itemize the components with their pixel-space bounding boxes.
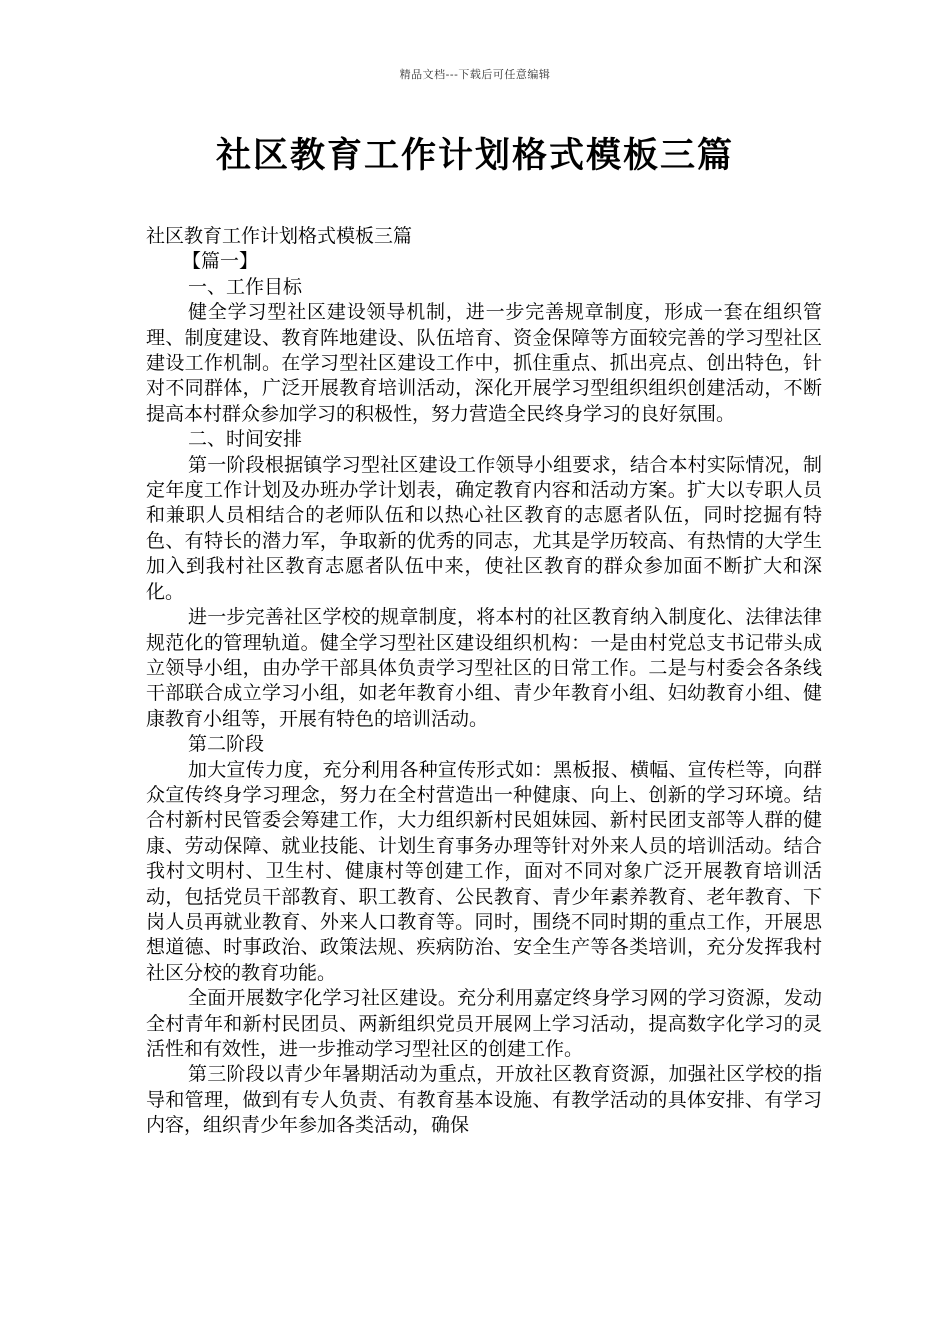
paragraph: 全面开展数字化学习社区建设。充分利用嘉定终身学习网的学习资源，发动全村青年和新村民团员、两新组织党员开展网上学习活动，提高数字化学习的灵活性和有效性，进一步推动学习型社区的创建工作。 (146, 987, 822, 1060)
paragraph-subtitle: 社区教育工作计划格式模板三篇 (146, 225, 413, 247)
paragraph-heading-stage-two: 第二阶段 (188, 733, 265, 756)
paragraph-heading-schedule: 二、时间安排 (188, 428, 303, 451)
paragraph: 第三阶段以青少年暑期活动为重点，开放社区教育资源，加强社区学校的指导和管理，做到有专人负责、有教育基本设施、有教学活动的具体安排、有学习内容，组织青少年参加各类活动，确保 (146, 1063, 822, 1137)
paragraph: 第一阶段根据镇学习型社区建设工作领导小组要求，结合本村实际情况，制定年度工作计划及办班办学计划表，确定教育内容和活动方案。扩大以专职人员和兼职人员相结合的老师队伍和以热心社区教育的志愿者队伍，同时挖掘有特色、有特长的潜力军，争取新的优秀的同志，尤其是学历较高、有热情的大学生加入到我村社区教育志愿者队伍中来，使社区教育的群众参加面不断扩大和深化。 (146, 453, 822, 603)
header-note: 精品文档---下载后可任意编辑 (399, 68, 551, 81)
paragraph-heading-goal: 一、工作目标 (188, 275, 303, 298)
paragraph-section-label: 【篇一】 (182, 250, 259, 273)
document-body (146, 224, 822, 1139)
paragraph: 进一步完善社区学校的规章制度，将本村的社区教育纳入制度化、法律法律规范化的管理轨道。健全学习型社区建设组织机构：一是由村党总支书记带头成立领导小组，由办学干部具体负责学习型社区的日常工作。二是与村委会各条线干部联合成立学习小组，如老年教育小组、青少年教育小组、妇幼教育小组、健康教育小组等，开展有特色的培训活动。 (146, 606, 822, 730)
document-title: 社区教育工作计划格式模板三篇 (215, 136, 734, 176)
paragraph: 加大宣传力度，充分利用各种宣传形式如：黑板报、横幅、宣传栏等，向群众宣传终身学习理念，努力在全村营造出一种健康、向上、创新的学习环境。结合村新村民管委会筹建工作，大力组织新村民姐妹园、新村民团支部等人群的健康、劳动保障、就业技能、计划生育事务办理等针对外来人员的培训活动。结合我村文明村、卫生村、健康村等创建工作，面对不同对象广泛开展教育培训活动，包括党员干部教育、职工教育、公民教育、青少年素养教育、老年教育、下岗人员再就业教育、外来人口教育等。同时，围绕不同时期的重点工作，开展思想道德、时事政治、政策法规、疾病防治、安全生产等各类培训，充分发挥我村社区分校的教育功能。 (146, 758, 822, 984)
paragraph: 健全学习型社区建设领导机制，进一步完善规章制度，形成一套在组织管理、制度建设、教育阵地建设、队伍培育、资金保障等方面较完善的学习型社区建设工作机制。在学习型社区建设工作中，抓住重点、抓出亮点、创出特色，针对不同群体，广泛开展教育培训活动，深化开展学习型组织组织创建活动，不断提高本村群众参加学习的积极性，努力营造全民终身学习的良好氛围。 (146, 301, 822, 425)
